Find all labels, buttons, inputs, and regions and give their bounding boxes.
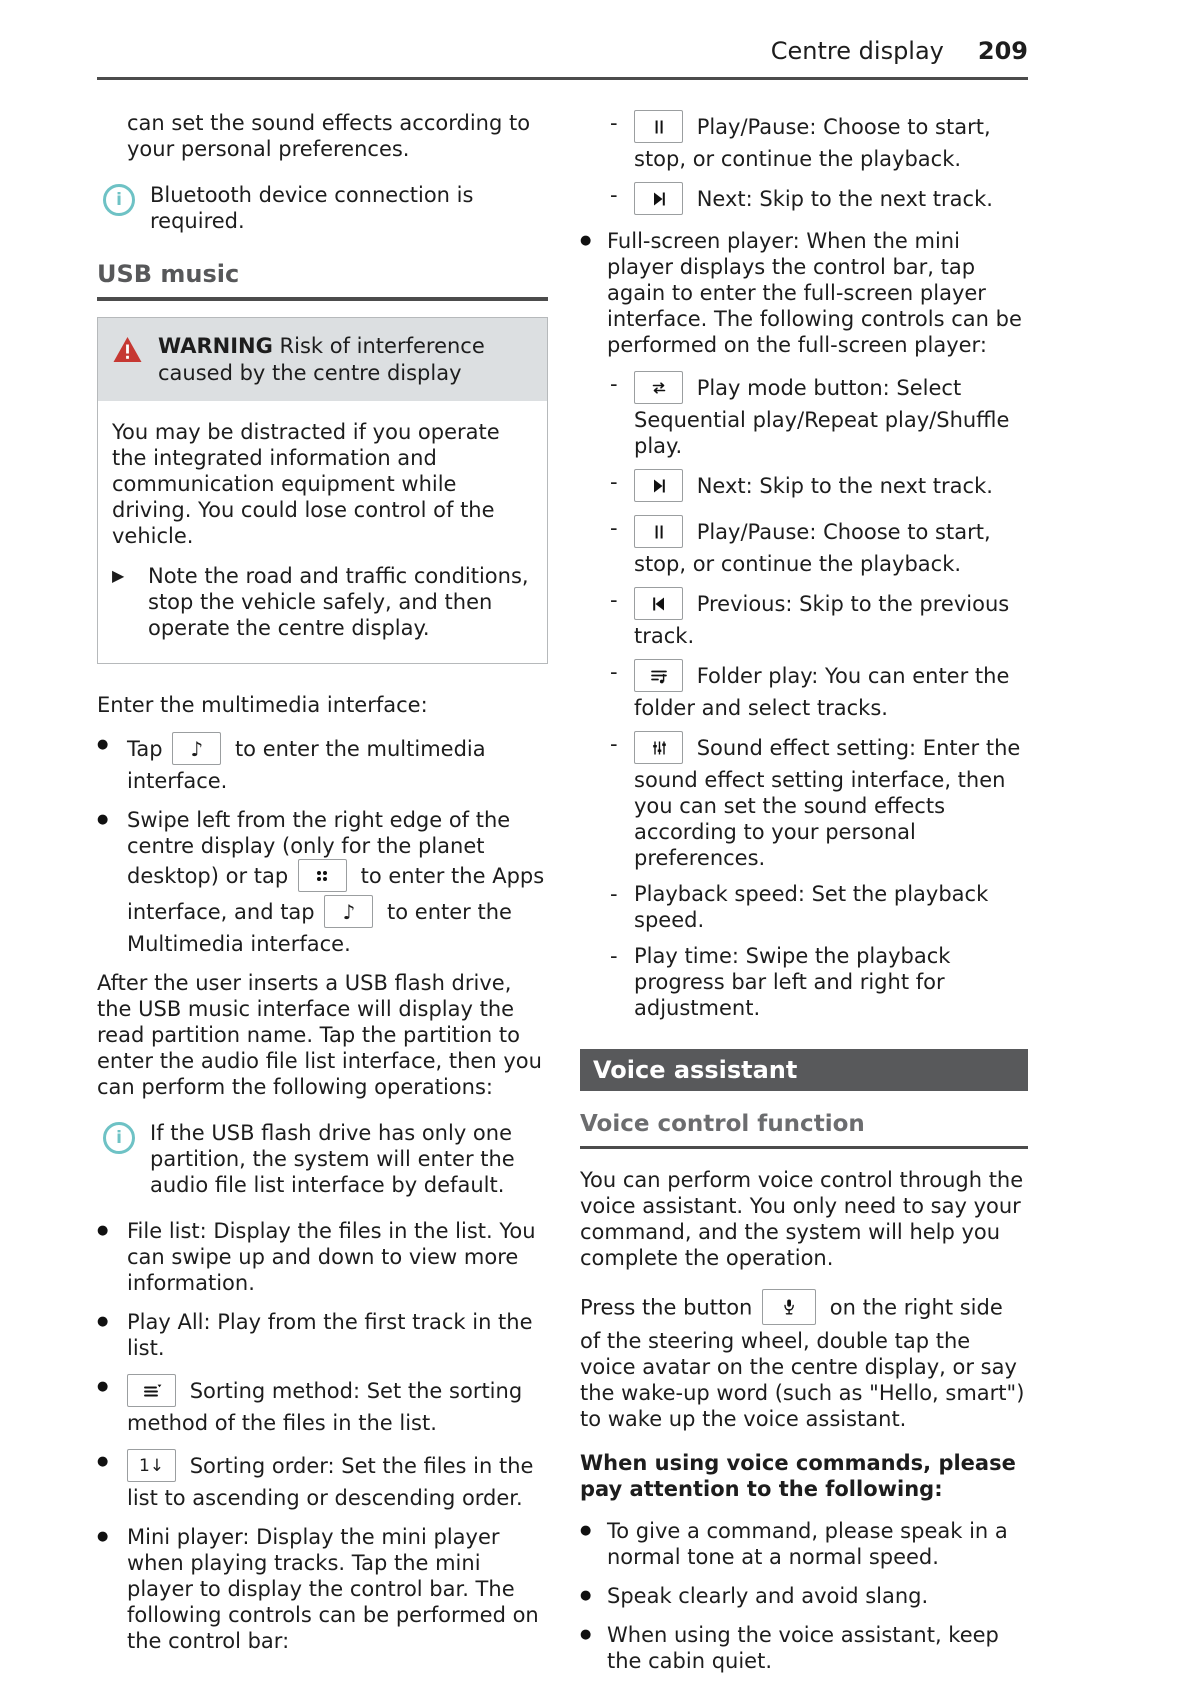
list-item-tap-multimedia (97, 732, 548, 794)
fs-control-next (610, 469, 1028, 505)
item-text: to enter the Multimedia interface. (127, 900, 512, 956)
op-file-list: ● File list: Display the files in the list. You can swipe up and down to view more information. (97, 1218, 548, 1296)
item-text: Sorting method: Set the sorting method of the files in the list. (127, 1379, 523, 1435)
list-item-swipe-apps (97, 807, 548, 957)
warning-box (97, 317, 548, 664)
item-text: Folder play: You can enter the folder and select tracks. (634, 664, 1010, 720)
fs-control-play-time: - Play time: Swipe the playback progress bar left and right for adjustment. (610, 943, 1028, 1021)
info-note-text: Bluetooth device connection is required. (150, 183, 474, 233)
previous-track-icon (634, 587, 683, 620)
fs-control-playback-speed: - Playback speed: Set the playback speed. (610, 881, 1028, 933)
op-mini-player: ● Mini player: Display the mini player when playing tracks. Tap the mini player to display the control bar. The following controls can be performed on the control bar: (97, 1524, 548, 1654)
item-text: Sorting order: Set the files in the list to ascending or descending order. (127, 1454, 534, 1510)
play-pause-icon (634, 110, 683, 143)
usb-music-heading: USB music (97, 260, 548, 301)
fs-control-sound-effect (610, 731, 1028, 871)
enter-multimedia-line: Enter the multimedia interface: (97, 693, 428, 717)
tip-item: ● When using the voice assistant, keep the cabin quiet. (580, 1622, 1028, 1674)
warning-title (158, 333, 531, 387)
info-note-bluetooth (103, 182, 548, 234)
tip-item: ● To give a command, please speak in a normal tone at a normal speed. (580, 1518, 1028, 1570)
page-header (97, 38, 1028, 80)
mini-control-play-pause (610, 110, 1028, 172)
op-sorting-order (97, 1449, 548, 1511)
fs-control-folder-play (610, 659, 1028, 721)
tip-item: ● Speak clearly and avoid slang. (580, 1583, 1028, 1609)
item-text: Swipe left from the right edge of the centre display (only for the planet desktop) or tap (127, 808, 511, 888)
warning-label: WARNING (158, 334, 273, 358)
item-text: to enter the Apps interface, and tap (127, 864, 545, 924)
warning-action-item (112, 563, 533, 641)
warning-action-text: ▶ Note the road and traffic conditions, stop the vehicle safely, and then operate the centre display. (148, 564, 529, 640)
item-text: Play mode button: Select Sequential play/Repeat play/Shuffle play. (634, 376, 1010, 458)
header-page-number: 209 (977, 37, 1028, 65)
sorting-order-icon: ● 1↓ (127, 1449, 176, 1482)
item-text: Play/Pause: Choose to start, stop, or continue the playback. (634, 115, 991, 171)
paragraph-text: on the right side of the steering wheel, double tap the voice avatar on the centre display, or say the wake-up word (such as "Hello, smart") to wake up the voice assistant. (580, 1295, 1025, 1431)
fs-control-play-mode (610, 371, 1028, 459)
usb-flash-paragraph: After the user inserts a USB flash drive, the USB music interface will display the read partition name. Tap the partition to enter the audio file list interface, then you can perform the following operations: (97, 971, 542, 1099)
play-pause-icon (634, 515, 683, 548)
warning-title-text: Risk of interference caused by the centre display (158, 334, 485, 385)
music-note-icon: ♪ (324, 895, 373, 928)
warning-header (98, 318, 547, 401)
sound-effect-icon (634, 731, 683, 764)
item-text: Previous: Skip to the previous track. (634, 592, 1010, 648)
op-sorting-method (97, 1374, 548, 1436)
folder-play-icon (634, 659, 683, 692)
voice-assistant-heading: Voice assistant (580, 1049, 1028, 1091)
sorting-method-icon (127, 1374, 176, 1407)
fs-control-play-pause (610, 515, 1028, 577)
mini-control-next (610, 182, 1028, 218)
item-text: to enter the multimedia interface. (127, 737, 486, 793)
apps-icon (298, 859, 347, 892)
paragraph-text: Press the button (580, 1295, 753, 1320)
warning-triangle-icon (112, 335, 143, 387)
warning-body-text: You may be distracted if you operate the integrated information and communication equipment while driving. You could lose control of the vehicle. (112, 420, 500, 548)
right-column (580, 110, 1028, 1687)
warning-body (98, 401, 547, 663)
press-button-paragraph (580, 1289, 1028, 1432)
info-icon: i (103, 1122, 135, 1154)
voice-control-subheading: Voice control function (580, 1111, 1028, 1149)
next-track-icon (634, 469, 683, 502)
music-note-icon: ♪ (172, 732, 221, 765)
left-column (97, 110, 548, 1687)
fs-control-previous (610, 587, 1028, 649)
header-section-title: Centre display (770, 37, 944, 65)
item-text: Next: Skip to the next track. (696, 187, 993, 211)
item-text: Play/Pause: Choose to start, stop, or continue the playback. (634, 520, 991, 576)
next-track-icon (634, 182, 683, 215)
item-text: Next: Skip to the next track. (696, 474, 993, 498)
fullscreen-player-item: ● Full-screen player: When the mini player displays the control bar, tap again to enter the full-screen player interface. The following controls can be performed on the full-screen player: (580, 228, 1028, 358)
voice-button-icon (762, 1289, 816, 1325)
item-text: Tap (127, 737, 163, 761)
info-note-partition (103, 1120, 548, 1198)
play-mode-icon (634, 371, 683, 404)
info-note-text: If the USB flash drive has only one partition, the system will enter the audio file list interface by default. (150, 1121, 515, 1197)
attention-heading: When using voice commands, please pay attention to the following: (580, 1451, 1016, 1501)
op-play-all: ● Play All: Play from the first track in the list. (97, 1309, 548, 1361)
voice-control-paragraph: You can perform voice control through the voice assistant. You only need to say your command, and the system will help you complete the operation. (580, 1168, 1024, 1270)
continued-paragraph: can set the sound effects according to your personal preferences. (127, 111, 531, 161)
item-text: Sound effect setting: Enter the sound effect setting interface, then you can set the sound effects according to your personal preferences. (634, 736, 1021, 870)
info-icon: i (103, 184, 135, 216)
